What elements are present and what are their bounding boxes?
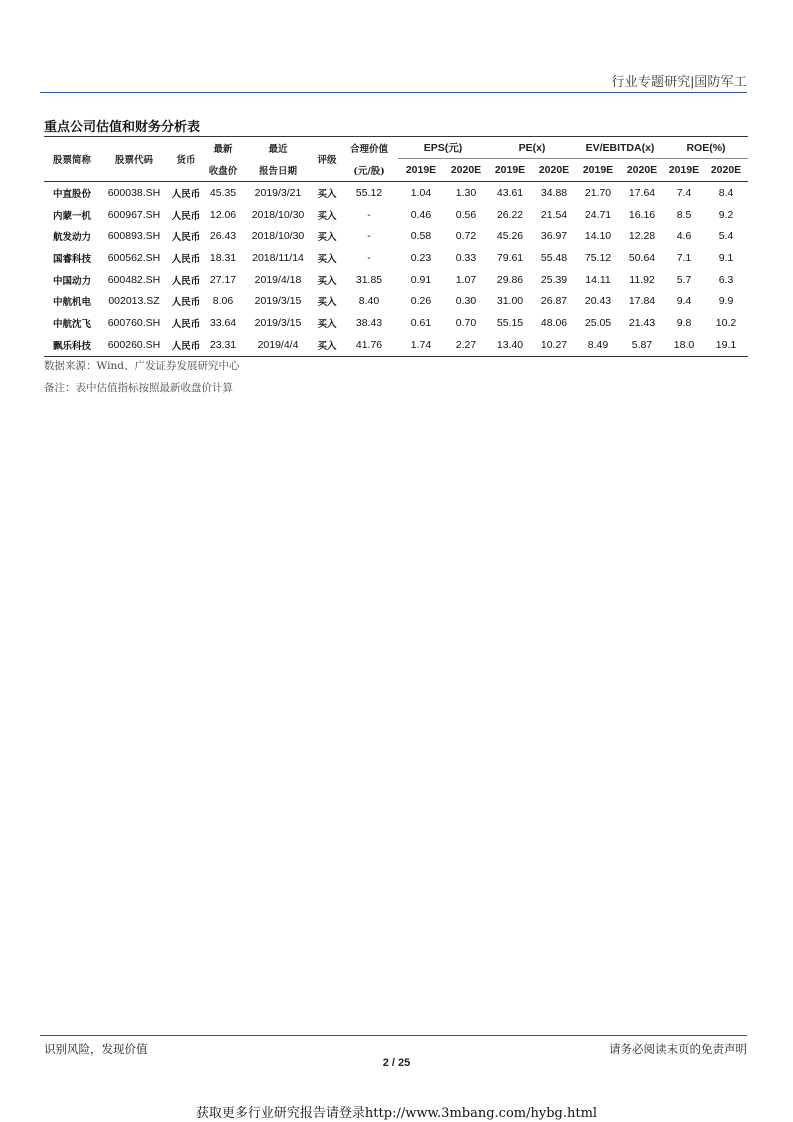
cell-close-price: 12.06 (209, 208, 237, 221)
col-header-fair-line2: (元/股) (340, 159, 398, 182)
cell-ev-ebitda-2020: 17.84 (628, 295, 656, 308)
cell-ev-ebitda-2019: 20.43 (584, 295, 612, 308)
cell-ev-ebitda-2019: 75.12 (584, 251, 612, 264)
cell-close-price: 8.06 (212, 295, 234, 308)
cell-close-price: 27.17 (209, 273, 237, 286)
col-header-eps: EPS(元) (398, 137, 488, 159)
data-source-note: 数据来源：Wind、广发证券发展研究中心 (44, 360, 240, 372)
cell-currency: 人民币 (171, 318, 201, 330)
cell-ev-ebitda-2019: 25.05 (584, 316, 612, 329)
cell-rating: 买入 (317, 188, 337, 200)
cell-pe-2019: 55.15 (496, 316, 524, 329)
cell-eps-2020: 2.27 (444, 334, 488, 356)
cell-report-date: 2019/4/4 (242, 334, 314, 356)
cell-stock-name: 中直股份 (52, 188, 91, 200)
cell-ev-ebitda-2020: 16.16 (628, 208, 656, 221)
cell-eps-2019: 0.61 (410, 316, 432, 329)
cell-currency: 人民币 (171, 297, 201, 309)
cell-stock-code: 600967.SH (107, 208, 161, 221)
cell-eps-2020: 0.56 (455, 208, 477, 221)
cell-stock-name: 航发动力 (52, 232, 91, 244)
table-header-row-1 (44, 137, 748, 159)
col-header-roe-2019: 2019E (664, 159, 704, 182)
cell-eps-2020: 0.70 (455, 316, 477, 329)
cell-roe-2019: 9.4 (676, 295, 692, 308)
cell-roe-2020: 10.2 (715, 316, 737, 329)
table-row (44, 290, 748, 312)
cell-currency: 人民币 (171, 253, 201, 265)
cell-close-price: 33.64 (209, 316, 237, 329)
cell-pe-2020: 34.88 (540, 186, 568, 199)
report-category-header: 行业专题研究|国防军工 (611, 74, 747, 89)
cell-pe-2019: 29.86 (496, 273, 524, 286)
cell-stock-code: 600482.SH (107, 273, 161, 286)
cell-close-price: 23.31 (204, 334, 242, 356)
table-body (44, 182, 748, 357)
cell-close-price: 18.31 (209, 251, 237, 264)
cell-ev-ebitda-2020: 5.87 (620, 334, 664, 356)
valuation-table-container (44, 136, 742, 357)
cell-eps-2019: 0.58 (410, 230, 432, 243)
cell-stock-code: 600893.SH (107, 230, 161, 243)
cell-eps-2019: 1.04 (410, 186, 432, 199)
cell-roe-2020: 9.2 (718, 208, 734, 221)
col-header-ev-2019: 2019E (576, 159, 620, 182)
cell-roe-2019: 4.6 (676, 230, 692, 243)
col-header-name: 股票简称 (44, 137, 100, 182)
col-header-currency: 货币 (168, 137, 204, 182)
col-header-date-line1: 最近 (242, 137, 314, 159)
col-header-price-line1: 最新 (204, 137, 242, 159)
cell-eps-2019: 0.91 (410, 273, 432, 286)
cell-report-date: 2019/3/15 (254, 316, 302, 329)
cell-report-date: 2018/10/30 (251, 208, 305, 221)
cell-roe-2020: 19.1 (704, 334, 748, 356)
cell-ev-ebitda-2020: 12.28 (628, 230, 656, 243)
col-header-pe-2019: 2019E (488, 159, 532, 182)
cell-report-date: 2018/11/14 (252, 251, 304, 264)
cell-roe-2019: 18.0 (664, 334, 704, 356)
cell-eps-2019: 0.46 (410, 208, 432, 221)
cell-ev-ebitda-2019: 8.49 (576, 334, 620, 356)
cell-roe-2019: 7.1 (676, 251, 692, 264)
table-row (44, 312, 748, 334)
cell-fair-value: 41.76 (340, 334, 398, 356)
page-number: 2 / 25 (382, 1057, 411, 1069)
cell-pe-2019: 26.22 (496, 208, 524, 221)
cell-ev-ebitda-2019: 24.71 (584, 208, 612, 221)
col-header-ev-2020: 2020E (620, 159, 664, 182)
cell-pe-2020: 21.54 (540, 208, 568, 221)
cell-eps-2020: 1.07 (455, 273, 477, 286)
cell-rating: 买入 (317, 253, 337, 265)
cell-pe-2020: 48.06 (540, 316, 568, 329)
cell-roe-2020: 9.9 (718, 295, 734, 308)
cell-fair-value: 38.43 (355, 316, 383, 329)
cell-report-date: 2019/3/15 (254, 295, 302, 308)
cell-stock-code: 600038.SH (107, 186, 161, 199)
cell-pe-2019: 13.40 (488, 334, 532, 356)
cell-close-price: 26.43 (209, 230, 237, 243)
cell-roe-2019: 5.7 (676, 273, 692, 286)
cell-stock-name: 中航沈飞 (52, 318, 91, 330)
cell-currency: 人民币 (171, 275, 201, 287)
table-row (44, 334, 748, 356)
cell-close-price: 45.35 (209, 186, 237, 199)
cell-fair-value: 55.12 (355, 186, 383, 199)
cell-stock-code: 002013.SZ (108, 295, 160, 308)
cell-pe-2020: 25.39 (540, 273, 568, 286)
cell-roe-2020: 6.3 (718, 273, 734, 286)
cell-report-date: 2018/10/30 (251, 230, 305, 243)
cell-pe-2019: 43.61 (496, 186, 524, 199)
cell-roe-2019: 7.4 (676, 186, 692, 199)
cell-pe-2019: 31.00 (496, 295, 524, 308)
table-row (44, 269, 748, 291)
cell-stock-name: 中航机电 (52, 297, 91, 309)
cell-pe-2020: 10.27 (532, 334, 576, 356)
cell-stock-code: 600760.SH (107, 316, 161, 329)
cell-currency: 人民币 (171, 232, 201, 244)
remark-note: 备注：表中估值指标按照最新收盘价计算 (44, 382, 233, 394)
cell-eps-2019: 0.26 (410, 295, 432, 308)
table-row (44, 225, 748, 247)
cell-eps-2019: 0.23 (410, 251, 432, 264)
cell-eps-2020: 0.72 (455, 230, 477, 243)
cell-stock-name: 中国动力 (52, 275, 91, 287)
cell-ev-ebitda-2019: 14.11 (585, 273, 611, 286)
cell-fair-value: 8.40 (358, 295, 380, 308)
cell-roe-2019: 9.8 (676, 316, 692, 329)
cell-eps-2020: 1.30 (455, 186, 477, 199)
cell-pe-2020: 55.48 (540, 251, 568, 264)
cell-eps-2019: 1.74 (398, 334, 444, 356)
cell-stock-name: 国睿科技 (52, 253, 91, 265)
cell-roe-2020: 8.4 (718, 186, 734, 199)
cell-ev-ebitda-2019: 14.10 (584, 230, 612, 243)
footer-slogan: 识别风险，发现价值 (44, 1044, 148, 1056)
cell-roe-2020: 5.4 (718, 230, 734, 243)
col-header-price-line2: 收盘价 (204, 159, 242, 182)
download-banner[interactable]: 获取更多行业研究报告请登录http://www.3mbang.com/hybg.html (195, 1106, 598, 1121)
cell-fair-value: - (367, 208, 371, 221)
cell-stock-name: 飘乐科技 (44, 334, 100, 356)
valuation-table (44, 136, 748, 357)
cell-pe-2019: 79.61 (496, 251, 524, 264)
cell-rating: 买入 (317, 318, 337, 330)
cell-stock-code: 600562.SH (107, 251, 161, 264)
col-header-fair-line1: 合理价值 (340, 137, 398, 159)
col-header-roe-2020: 2020E (704, 159, 748, 182)
col-header-rating: 评级 (314, 137, 340, 182)
cell-ev-ebitda-2019: 21.70 (584, 186, 612, 199)
cell-ev-ebitda-2020: 11.92 (629, 273, 655, 286)
header-divider (40, 92, 747, 93)
cell-fair-value: - (367, 251, 371, 264)
cell-rating: 买入 (317, 210, 337, 222)
cell-currency: 人民币 (171, 210, 201, 222)
cell-eps-2020: 0.33 (455, 251, 477, 264)
cell-rating: 买入 (317, 297, 337, 309)
cell-fair-value: - (367, 230, 371, 243)
col-header-eps-2019: 2019E (398, 159, 444, 182)
col-header-roe: ROE(%) (664, 137, 748, 159)
cell-stock-name: 内蒙一机 (52, 210, 91, 222)
cell-pe-2020: 26.87 (540, 295, 568, 308)
footer-disclaimer-note: 请务必阅读末页的免责声明 (609, 1044, 747, 1056)
cell-rating: 买入 (317, 275, 337, 287)
cell-pe-2019: 45.26 (496, 230, 524, 243)
cell-roe-2019: 8.5 (676, 208, 692, 221)
cell-rating: 买入 (314, 334, 340, 356)
col-header-pe: PE(x) (488, 137, 576, 159)
table-row (44, 204, 748, 226)
footer-divider (40, 1035, 747, 1036)
col-header-pe-2020: 2020E (532, 159, 576, 182)
cell-ev-ebitda-2020: 17.64 (628, 186, 656, 199)
cell-currency: 人民币 (171, 188, 201, 200)
cell-pe-2020: 36.97 (540, 230, 568, 243)
col-header-code: 股票代码 (100, 137, 168, 182)
col-header-date-line2: 报告日期 (242, 159, 314, 182)
table-title: 重点公司估值和财务分析表 (44, 120, 201, 135)
cell-stock-code: 600260.SH (100, 334, 168, 356)
cell-currency: 人民币 (168, 334, 204, 356)
table-row (44, 182, 748, 204)
col-header-ev-ebitda: EV/EBITDA(x) (576, 137, 664, 159)
cell-ev-ebitda-2020: 50.64 (628, 251, 656, 264)
col-header-eps-2020: 2020E (444, 159, 488, 182)
cell-report-date: 2019/4/18 (254, 273, 302, 286)
cell-roe-2020: 9.1 (718, 251, 734, 264)
cell-rating: 买入 (317, 232, 337, 244)
cell-eps-2020: 0.30 (455, 295, 477, 308)
cell-ev-ebitda-2020: 21.43 (628, 316, 656, 329)
cell-fair-value: 31.85 (355, 273, 383, 286)
cell-report-date: 2019/3/21 (254, 186, 302, 199)
table-row (44, 247, 748, 269)
